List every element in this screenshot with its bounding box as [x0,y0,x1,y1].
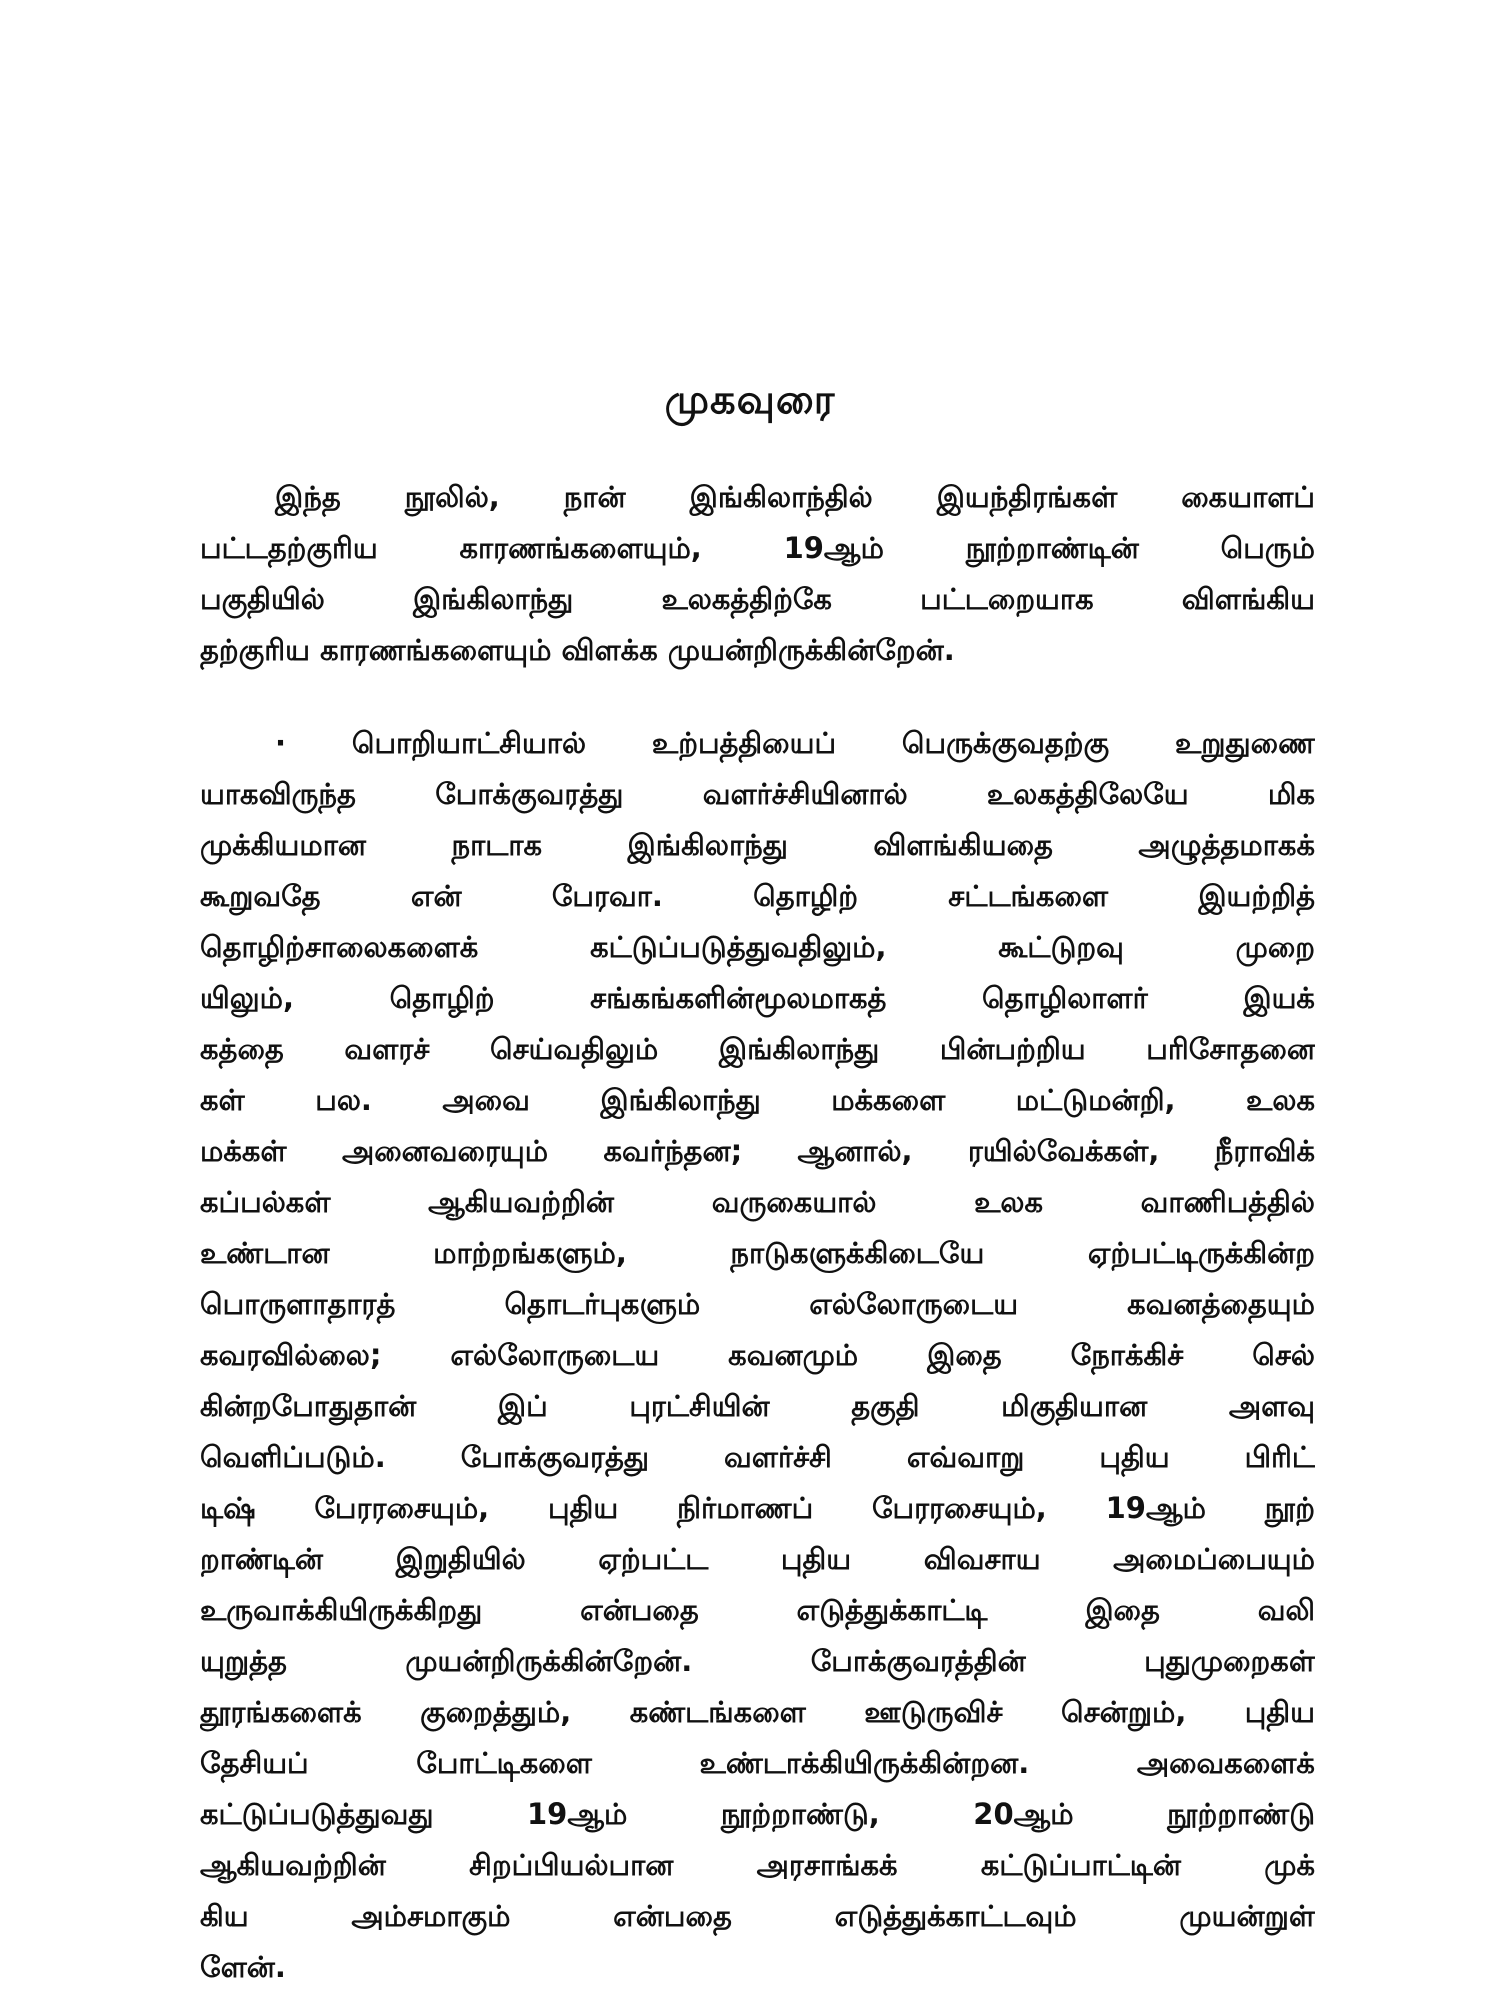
paragraph-2 [200,718,1315,1993]
text-line: கள் பல. அவை இங்கிலாந்து மக்களை மட்டுமன்றி, உலக [200,1083,1315,1117]
text-line: பட்டதற்குரிய காரணங்களையும், 19ஆம் நூற்றாண்டின் பெரும் [200,531,1315,565]
text-line: யிலும், தொழிற் சங்கங்களின்மூலமாகத் தொழிலாளர் இயக் [200,981,1315,1015]
text-line: யுறுத்த முயன்றிருக்கின்றேன். போக்குவரத்தின் புதுமுறைகள் [200,1644,1315,1678]
page-title: முகவுரை [664,377,836,423]
text-line: யாகவிருந்த போக்குவரத்து வளர்ச்சியினால் உலகத்திலேயே மிக [200,777,1315,811]
text-line: தேசியப் போட்டிகளை உண்டாக்கியிருக்கின்றன. அவைகளைக் [200,1746,1315,1780]
paragraph-1 [200,472,1315,676]
text-line: உண்டான மாற்றங்களும், நாடுகளுக்கிடையே ஏற்பட்டிருக்கின்ற [200,1236,1315,1270]
text-line: தூரங்களைக் குறைத்தும், கண்டங்களை ஊடுருவிச் சென்றும், புதிய [200,1695,1315,1729]
text-line: மக்கள் அனைவரையும் கவர்ந்தன; ஆனால், ரயில்வேக்கள், நீராவிக் [200,1134,1315,1168]
text-line: கிய அம்சமாகும் என்பதை எடுத்துக்காட்டவும் முயன்றுள் [200,1899,1315,1933]
text-line: ஆகியவற்றின் சிறப்பியல்பான அரசாங்கக் கட்டுப்பாட்டின் முக் [200,1848,1315,1882]
text-line: உருவாக்கியிருக்கிறது என்பதை எடுத்துக்காட்டி இதை வலி [200,1593,1315,1627]
text-line: கவரவில்லை; எல்லோருடைய கவனமும் இதை நோக்கிச் செல் [200,1338,1315,1372]
text-line: பொருளாதாரத் தொடர்புகளும் எல்லோருடைய கவனத்தையும் [200,1287,1315,1321]
text-line: கப்பல்கள் ஆகியவற்றின் வருகையால் உலக வாணிபத்தில் [200,1185,1315,1219]
text-line: டிஷ் பேரரசையும், புதிய நிர்மாணப் பேரரசையும், 19ஆம் நூற் [200,1491,1315,1525]
text-line: ளேன். [200,1950,286,1984]
text-line: முக்கியமான நாடாக இங்கிலாந்து விளங்கியதை அழுத்தமாகக் [200,828,1315,862]
text-line: கட்டுப்படுத்துவது 19ஆம் நூற்றாண்டு, 20ஆம் நூற்றாண்டு [200,1797,1315,1831]
text-line: பகுதியில் இங்கிலாந்து உலகத்திற்கே பட்டறையாக விளங்கிய [200,582,1315,616]
text-line: கத்தை வளரச் செய்வதிலும் இங்கிலாந்து பின்பற்றிய பரிசோதனை [200,1032,1315,1066]
text-line: தற்குரிய காரணங்களையும் விளக்க முயன்றிருக்கின்றேன். [200,633,955,667]
text-line: · பொறியாட்சியால் உற்பத்தியைப் பெருக்குவதற்கு உறுதுணை [275,726,1315,760]
text-line: றாண்டின் இறுதியில் ஏற்பட்ட புதிய விவசாய அமைப்பையும் [200,1542,1315,1576]
text-line: கின்றபோதுதான் இப் புரட்சியின் தகுதி மிகுதியான அளவு [200,1389,1315,1423]
text-line: இந்த நூலில், நான் இங்கிலாந்தில் இயந்திரங்கள் கையாளப் [275,480,1315,514]
text-line: கூறுவதே என் பேரவா. தொழிற் சட்டங்களை இயற்றித் [200,879,1315,913]
text-line: தொழிற்சாலைகளைக் கட்டுப்படுத்துவதிலும், கூட்டுறவு முறை [200,930,1315,964]
text-line: வெளிப்படும். போக்குவரத்து வளர்ச்சி எவ்வாறு புதிய பிரிட் [200,1440,1315,1474]
